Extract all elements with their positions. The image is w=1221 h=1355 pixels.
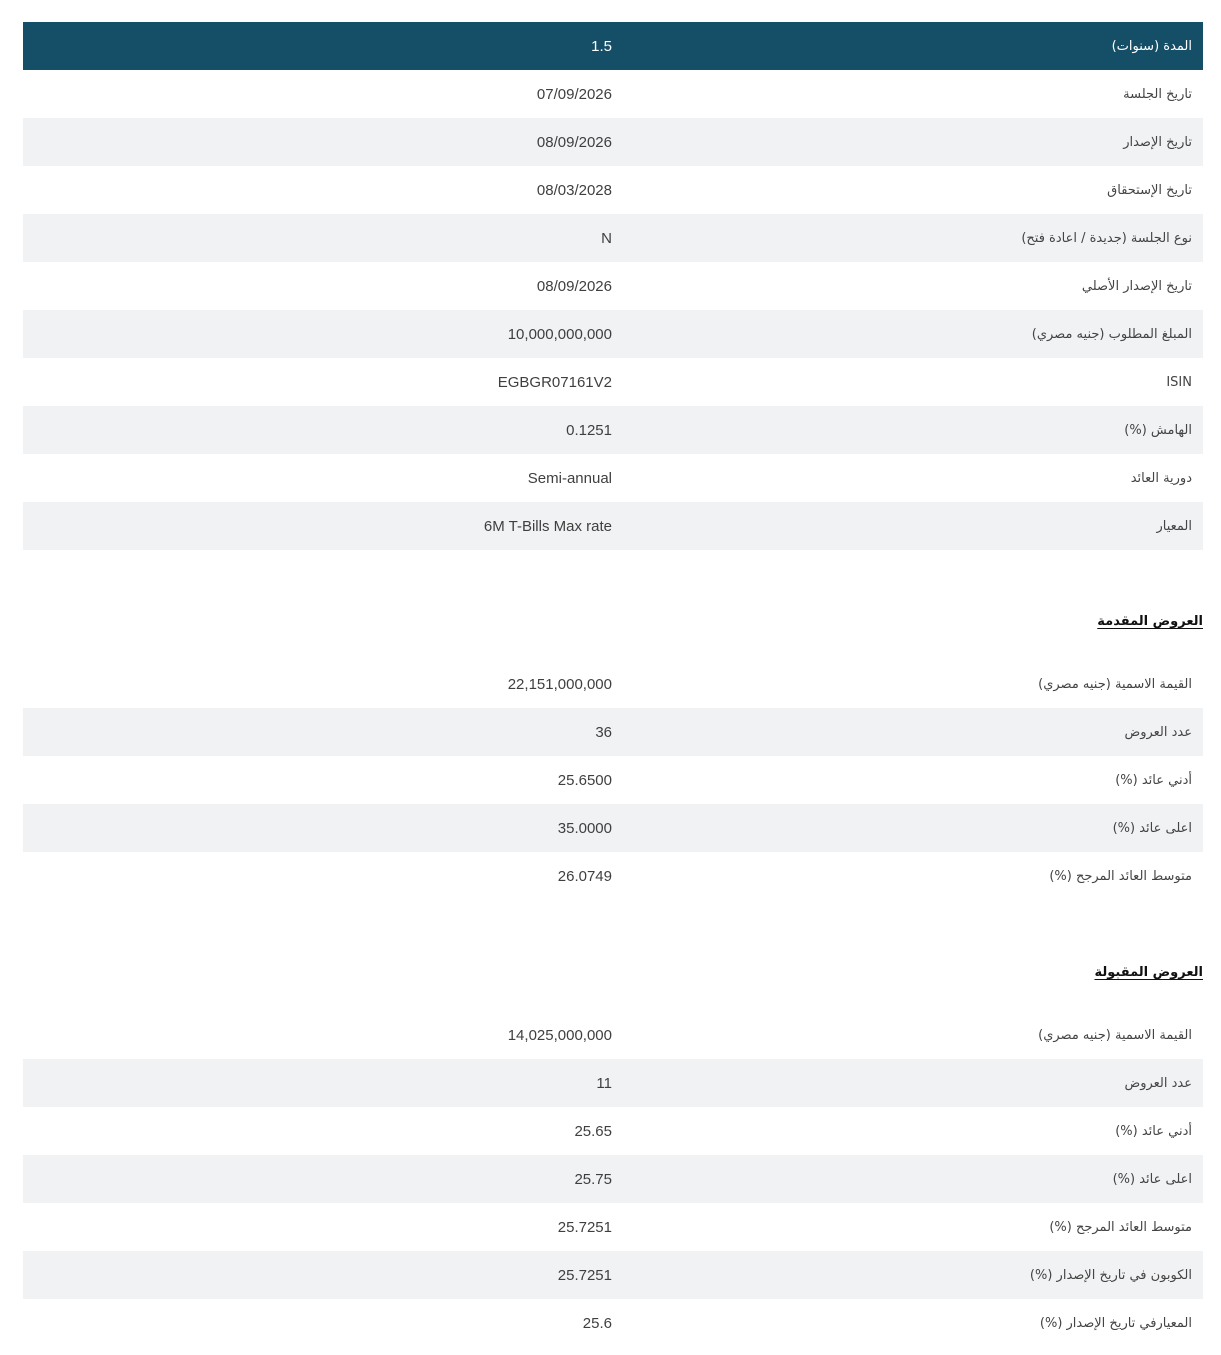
row-label: تاريخ الإصدار (1123, 134, 1192, 150)
table-row (23, 214, 1203, 262)
table-row (23, 1299, 1203, 1347)
row-value: 0.1251 (566, 421, 612, 439)
row-label: أدني عائد (%) (1115, 1123, 1192, 1139)
row-value: 25.7251 (557, 1266, 612, 1284)
table-row (23, 262, 1203, 310)
table-row (23, 1251, 1203, 1299)
table-row (23, 1155, 1203, 1203)
row-label: دورية العائد (1130, 470, 1192, 486)
row-value: 25.6 (582, 1314, 612, 1332)
table-row (23, 852, 1203, 900)
row-value: 6M T-Bills Max rate (483, 517, 612, 535)
row-label: أدني عائد (%) (1115, 772, 1192, 788)
row-value: 22,151,000,000 (507, 675, 612, 693)
table-row (23, 660, 1203, 708)
row-value: EGBGR07161V2 (497, 373, 612, 391)
row-label: نوع الجلسة (جديدة / اعادة فتح) (1021, 230, 1192, 246)
table-header-row (23, 22, 1203, 70)
tenor-value: 1.5 (591, 37, 612, 55)
table-row (23, 166, 1203, 214)
offered-bids-table (23, 660, 1203, 900)
row-value: 08/09/2026 (536, 133, 612, 151)
table-row (23, 70, 1203, 118)
row-value: N (601, 229, 612, 247)
row-value: 08/09/2026 (536, 277, 612, 295)
row-label: متوسط العائد المرجح (%) (1049, 1219, 1192, 1235)
row-value: 25.6500 (557, 771, 612, 789)
row-value: 07/09/2026 (536, 85, 612, 103)
row-value: 35.0000 (557, 819, 612, 837)
table-row (23, 708, 1203, 756)
table-row (23, 310, 1203, 358)
row-label: اعلى عائد (%) (1112, 1171, 1192, 1187)
row-value: 25.75 (574, 1170, 612, 1188)
row-value: 10,000,000,000 (507, 325, 612, 343)
row-value: 26.0749 (557, 867, 612, 885)
row-label: عدد العروض (1124, 724, 1192, 740)
table-row (23, 406, 1203, 454)
row-value: 25.65 (574, 1122, 612, 1140)
table-row (23, 118, 1203, 166)
table-row (23, 1059, 1203, 1107)
row-label: الكوبون في تاريخ الإصدار (%) (1029, 1267, 1192, 1283)
row-value: 14,025,000,000 (507, 1026, 612, 1044)
table-row (23, 1107, 1203, 1155)
table-row (23, 1011, 1203, 1059)
table-row (23, 358, 1203, 406)
tenor-label: المدة (سنوات) (1111, 38, 1192, 54)
row-label: تاريخ الجلسة (1123, 86, 1192, 102)
row-label: القيمة الاسمية (جنيه مصري) (1038, 676, 1192, 692)
row-value: 36 (595, 723, 612, 741)
table-row (23, 502, 1203, 550)
row-label: القيمة الاسمية (جنيه مصري) (1038, 1027, 1192, 1043)
row-label: المعيارفي تاريخ الإصدار (%) (1039, 1315, 1192, 1331)
table-row (23, 1203, 1203, 1251)
row-label: ISIN (1166, 374, 1192, 390)
row-label: اعلى عائد (%) (1112, 820, 1192, 836)
accepted-bids-table (23, 1011, 1203, 1347)
row-label: عدد العروض (1124, 1075, 1192, 1091)
row-label: المعيار (1156, 518, 1192, 534)
row-label: متوسط العائد المرجح (%) (1049, 868, 1192, 884)
table-row (23, 804, 1203, 852)
row-label: تاريخ الإصدار الأصلي (1081, 278, 1192, 294)
row-label: المبلغ المطلوب (جنيه مصري) (1031, 326, 1192, 342)
table-row (23, 454, 1203, 502)
table-row (23, 756, 1203, 804)
row-value: 08/03/2028 (536, 181, 612, 199)
row-value: 25.7251 (557, 1218, 612, 1236)
offered-bids-title: العروض المقدمة (1097, 614, 1203, 629)
row-value: 11 (596, 1074, 612, 1092)
auction-details-table (23, 22, 1203, 550)
row-value: Semi-annual (527, 469, 612, 487)
row-label: الهامش (%) (1124, 422, 1192, 438)
accepted-bids-title: العروض المقبولة (1094, 965, 1203, 980)
row-label: تاريخ الإستحقاق (1107, 182, 1192, 198)
